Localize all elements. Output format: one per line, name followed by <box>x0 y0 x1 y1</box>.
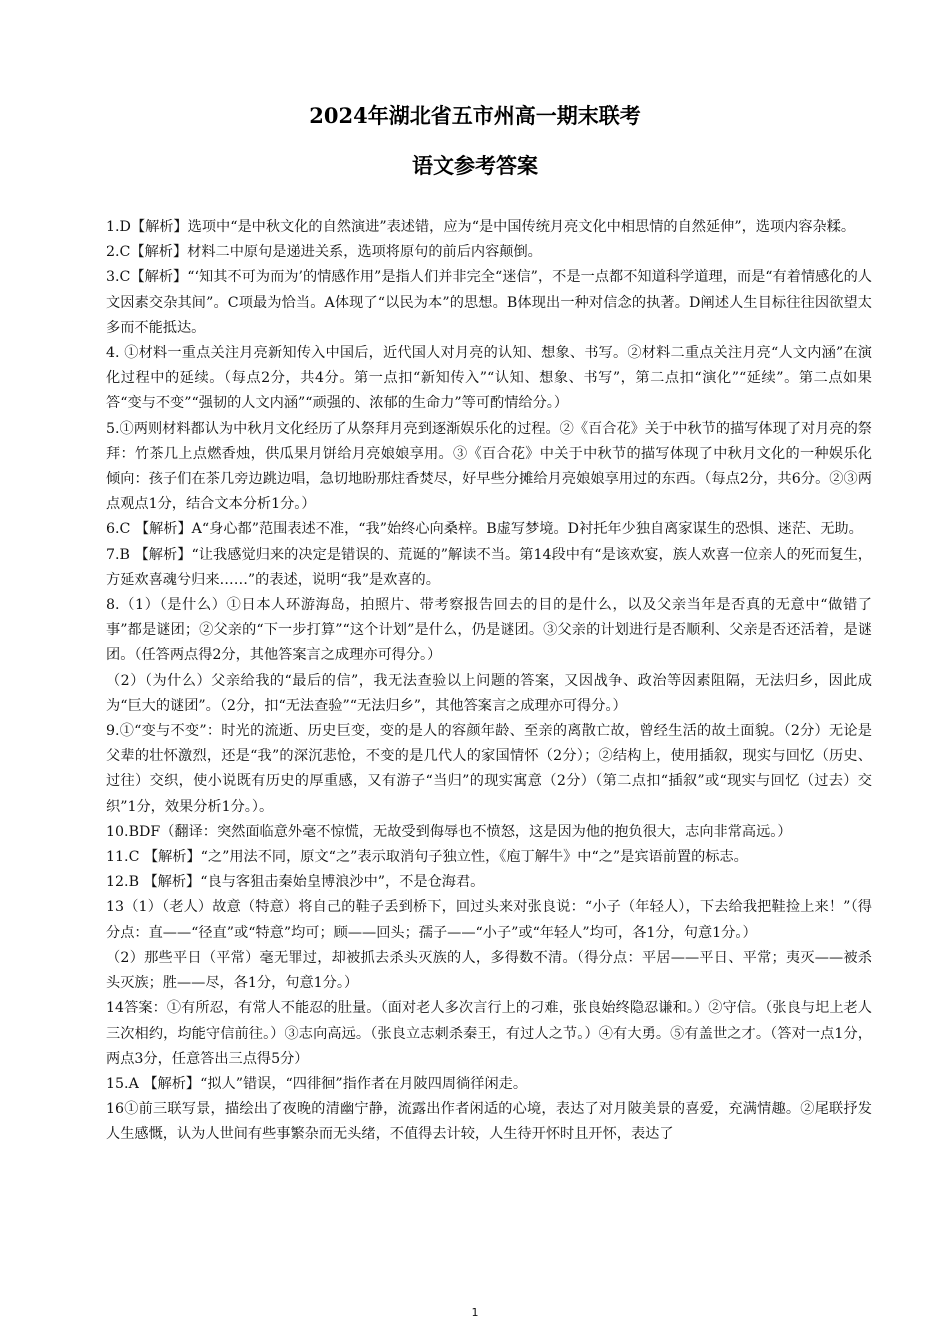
answer-paragraph: 3.C【解析】“‘知其不可为而为’的情感作用”是指人们并非完全“迷信”，不是一点都不知道科学道理，而是“有着情感化的人文因素交杂其间”。C项最为恰当。A体现了“以民为本”的思想。B体现出一种对信念的执著。D阐述人生目标往往因欲望太多而不能抵达。 <box>106 269 872 336</box>
page-number: 1 <box>471 1306 479 1319</box>
answer-paragraph: 14答案：①有所忍，有常人不能忍的肚量。（面对老人多次言行上的刁难，张良始终隐忍谦和。）②守信。（张良与圯上老人三次相约，均能守信前往。）③志向高远。（张良立志刺杀秦王，有过人之节。）④有大勇。⑤有盖世之才。（答对一点1分，两点3分，任意答出三点得5分） <box>106 1000 872 1067</box>
answer-paragraph: 10.BDF（翻译：突然面临意外毫不惊慌，无故受到侮辱也不愤怒，这是因为他的抱负很大，志向非常高远。） <box>106 823 792 840</box>
document-title: 2024年湖北省五市州高一期末联考 <box>309 103 641 128</box>
answer-body <box>106 215 872 1148</box>
answer-paragraph: 5.①两则材料都认为中秋月文化经历了从祭拜月亮到逐渐娱乐化的过程。②《百合花》关于中秋节的描写体现了对月亮的祭拜：竹茶几上点燃香烛，供瓜果月饼给月亮娘娘享用。③《百合花》中关于中秋节的描写体现了中秋月文化的一种娱乐化倾向：孩子们在茶几旁边跳边唱，急切地盼那炷香焚尽，好早些分摊给月亮娘娘享用过的东西。（每点2分，共6分。②③两点观点1分，结合文本分析1分。） <box>106 420 872 513</box>
answer-paragraph: 4. ①材料一重点关注月亮新知传入中国后，近代国人对月亮的认知、想象、书写。②材料二重点关注月亮“人文内涵”在演化过程中的延续。（每点2分，共4分。第一点扣“新知传入”“认知、想象、书写”，第二点扣“演化”“延续”。第二点如果答“变与不变”“强韧的人文内涵”“顽强的、浓郁的生命力”等可酌情给分。） <box>106 345 872 412</box>
answer-paragraph: 15.A 【解析】“拟人”错误，“四徘徊”指作者在月陂四周徜徉闲走。 <box>106 1075 528 1092</box>
answer-paragraph: 11.C 【解析】“之”用法不同，原文“之”表示取消句子独立性，《庖丁解牛》中“之”是宾语前置的标志。 <box>106 849 748 866</box>
answer-paragraph: 9.①“变与不变”：时光的流逝、历史巨变，变的是人的容颜年龄、至亲的离散亡故，曾经生活的故土面貌。（2分）无论是父辈的壮怀激烈，还是“我”的深沉悲怆，不变的是几代人的家国情怀（2分）；②结构上，使用插叙，现实与回忆（历史、过往）交织，使小说既有历史的厚重感，又有游子“当归”的现实寓意（2分）（第二点扣“插叙”或“现实与回忆（过去）交织”1分，效果分析1分。）。 <box>106 723 872 815</box>
answer-paragraph: 12.B 【解析】“良与客狙击秦始皇博浪沙中”，不是仓海君。 <box>106 874 485 891</box>
answer-paragraph: 16①前三联写景，描绘出了夜晚的清幽宁静，流露出作者闲适的心境，表达了对月陂美景的喜爱，充满情趣。②尾联抒发人生感慨，认为人世间有些事繁杂而无头绪，不值得去计较，人生待开怀时且开怀，表达了 <box>106 1101 872 1143</box>
answer-paragraph: （2）那些平日（平常）毫无罪过，却被抓去杀头灭族的人，多得数不清。（得分点：平居——平日、平常；夷灭——被杀头灭族；胜——尽，各1分，句意1分。） <box>106 949 872 992</box>
answer-paragraph: 7.B 【解析】“让我感觉归来的决定是错误的、荒诞的”解读不当。第14段中有“是该欢宴，族人欢喜一位亲人的死而复生，方延欢喜魂兮归来……”的表述，说明“我”是欢喜的。 <box>106 546 872 588</box>
document-subtitle: 语文参考答案 <box>412 153 538 178</box>
answer-paragraph: 13（1）（老人）故意（特意）将自己的鞋子丢到桥下，回过头来对张良说：“小子（年轻人），下去给我把鞋捡上来！”（得分点：直——“径直”或“特意”均可；顾——回头；孺子——“小子”或“年轻人”均可，各1分，句意1分。） <box>106 899 872 941</box>
answer-paragraph: 1.D【解析】选项中“是中秋文化的自然演进”表述错，应为“是中国传统月亮文化中相思情的自然延伸”，选项内容杂糅。 <box>106 219 856 235</box>
answer-paragraph: 6.C 【解析】A“身心都”范围表述不准，“我”始终心向桑梓。B虚写梦境。D衬托年少独自离家谋生的恐惧、迷茫、无助。 <box>106 521 863 538</box>
answer-paragraph: 8.（1）（是什么）①日本人环游海岛，拍照片、带考察报告回去的目的是什么，以及父亲当年是否真的无意中“做错了事”都是谜团；②父亲的“下一步打算”“这个计划”是什么，仍是谜团。③父亲的计划进行是否顺利、父亲是否还活着，是谜团。（任答两点得2分，其他答案言之成理亦可得分。） <box>106 597 872 664</box>
answer-paragraph: （2）（为什么）父亲给我的“最后的信”，我无法查验以上问题的答案，又因战争、政治等因素阻隔，无法归乡，因此成为“巨大的谜团”。（2分，扣“无法查验”“无法归乡”，其他答案言之成理亦可得分。） <box>106 672 872 714</box>
answer-paragraph: 2.C【解析】材料二中原句是递进关系，选项将原句的前后内容颠倒。 <box>106 244 542 261</box>
